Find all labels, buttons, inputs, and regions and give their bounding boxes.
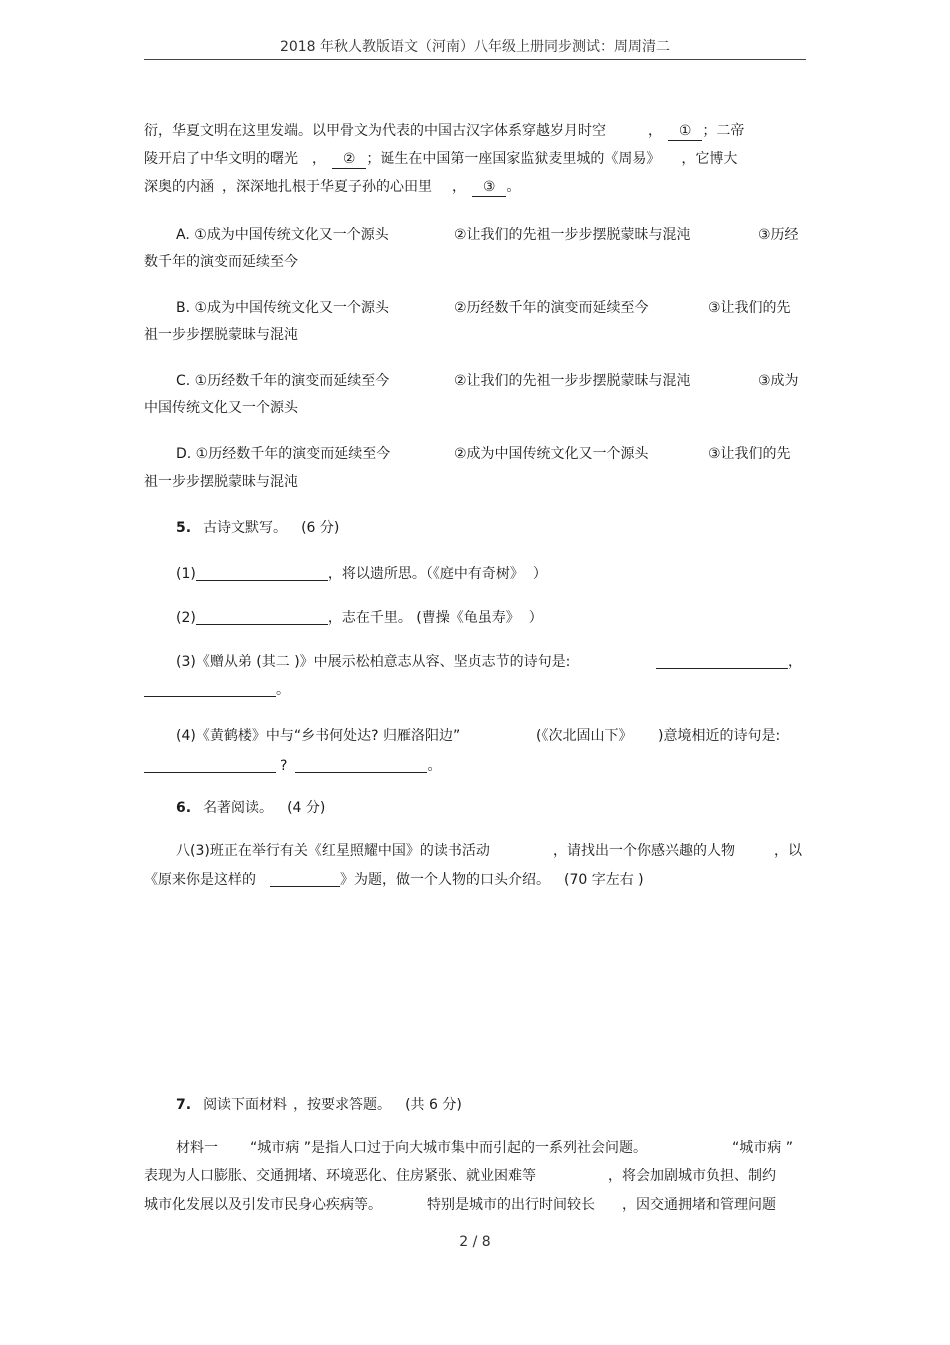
blank-marker: ②: [342, 151, 356, 167]
item-number: (1): [176, 566, 196, 582]
option-d-part-2: ②成为中国传统文化又一个源头: [454, 446, 649, 462]
answer-blank: [656, 654, 788, 669]
passage-text: ，它博大: [681, 151, 738, 167]
q5-item-3-blank-a: [656, 653, 802, 671]
item-number: (2): [176, 610, 196, 626]
question-6-heading: [176, 799, 325, 817]
page-header: 2018 年秋人教版语文（河南）八年级上册同步测试：周周清二: [279, 39, 671, 55]
q5-item-4-source: (《次北固山下》: [536, 728, 633, 744]
option-d-part-3: ③让我们的先: [708, 446, 791, 462]
passage-text: 。: [506, 179, 521, 195]
item-text: 。: [276, 682, 290, 698]
option-d-line-2: 祖一步步摆脱蒙昧与混沌: [144, 474, 298, 490]
question-5-heading: [176, 519, 339, 537]
answer-blank-2: [332, 150, 366, 169]
header-divider: [144, 59, 806, 60]
q7-material-line-2b: ，将会加剧城市负担、制约: [608, 1168, 776, 1184]
q5-item-3: (3)《赠从弟 (其二 )》中展示松柏意志从容、坚贞志节的诗句是:: [176, 654, 571, 670]
item-text: ，: [788, 654, 802, 670]
question-title: 名著阅读。: [203, 800, 274, 816]
q7-material-line-3a: 城市化发展以及引发市民身心疾病等。: [144, 1197, 382, 1213]
answer-blank-3: [472, 178, 506, 197]
item-text: ?: [280, 758, 288, 774]
passage-text: 衍，华夏文明在这里发端。以甲骨文为代表的中国古汉字体系穿越岁月时空: [144, 123, 606, 139]
passage-line-2: [144, 150, 737, 169]
answer-blank: [196, 610, 328, 625]
passage-text: 深奥的内涵: [144, 179, 214, 195]
passage-text: ，: [648, 123, 662, 139]
q5-item-4-blanks: [144, 757, 441, 775]
q6-text-line-1c: ，以: [774, 843, 802, 859]
option-b-part-1: B. ①成为中国传统文化又一个源头: [176, 300, 390, 316]
question-score: (4 分): [287, 800, 326, 816]
item-text: ）: [528, 610, 543, 626]
question-score: (6 分): [301, 520, 340, 536]
passage-line-3: [144, 178, 520, 197]
answer-blank-1: [668, 122, 702, 141]
item-text: ，将以遗所思。（《庭中有奇树》: [327, 566, 517, 582]
answer-blank: [144, 682, 276, 697]
q5-item-4-tail: )意境相近的诗句是:: [658, 728, 781, 744]
q5-item-3-blank-b: [144, 681, 290, 699]
answer-blank: [144, 758, 276, 773]
q7-material-line-3c: ，因交通拥堵和管理问题: [622, 1197, 776, 1213]
item-text: ）: [532, 566, 547, 582]
option-b-part-3: ③让我们的先: [708, 300, 791, 316]
answer-blank: [196, 566, 328, 581]
option-a-part-2: ②让我们的先祖一步步摆脱蒙昧与混沌: [454, 227, 691, 243]
q7-material-line-1-tail: “城市病 ”: [732, 1140, 793, 1156]
option-a-part-1: A. ①成为中国传统文化又一个源头: [176, 227, 389, 243]
option-b-part-2: ②历经数千年的演变而延续至今: [454, 300, 649, 316]
q6-text-line-2: [144, 871, 644, 889]
passage-text: ，深深地扎根于华夏子孙的心田里: [222, 179, 432, 195]
option-c-part-1: C. ①历经数千年的演变而延续至今: [176, 373, 390, 389]
q6-text-line-1a: 八(3)班正在举行有关《红星照耀中国》的读书活动: [176, 843, 490, 859]
q7-material-line-3b: 特别是城市的出行时间较长: [427, 1197, 595, 1213]
blank-marker: ③: [482, 179, 496, 195]
q6-text: 《原来你是这样的: [144, 872, 256, 888]
page-number: 2 / 8: [459, 1234, 491, 1250]
q7-material-line-2a: 表现为人口膨胀、交通拥堵、环境恶化、住房紧张、就业困难等: [144, 1168, 536, 1184]
question-number: 6.: [176, 800, 192, 816]
passage-text: 陵开启了中华文明的曙光: [144, 151, 298, 167]
q6-text-line-1b: ，请找出一个你感兴趣的人物: [553, 843, 735, 859]
q5-item-1: [176, 565, 547, 583]
question-7-heading: [176, 1096, 462, 1114]
passage-text: ；诞生在中国第一座国家监狱麦里城的《周易》: [366, 151, 654, 167]
question-number: 5.: [176, 520, 192, 536]
q7-material-line-1: “城市病 ”是指人口过于向大城市集中而引起的一系列社会问题。: [250, 1140, 647, 1156]
option-c-line-2: 中国传统文化又一个源头: [144, 400, 298, 416]
item-text: 。: [427, 758, 442, 774]
answer-blank: [270, 872, 340, 887]
passage-line-1: [144, 122, 744, 141]
passage-text: ，: [312, 151, 326, 167]
passage-text: ，: [452, 179, 466, 195]
q6-text: 》为题，做一个人物的口头介绍。: [340, 872, 550, 888]
question-number: 7.: [176, 1097, 192, 1113]
option-a-line-1: [176, 226, 389, 244]
option-a-line-2: 数千年的演变而延续至今: [144, 254, 298, 270]
option-c-part-2: ②让我们的先祖一步步摆脱蒙昧与混沌: [454, 373, 691, 389]
q7-material-label: 材料一: [176, 1140, 218, 1156]
option-d-part-1: D. ①历经数千年的演变而延续至今: [176, 446, 391, 462]
q5-item-2: [176, 609, 543, 627]
question-title: ，按要求答题。: [293, 1097, 392, 1113]
question-title: 古诗文默写。: [203, 520, 288, 536]
option-b-line-2: 祖一步步摆脱蒙昧与混沌: [144, 327, 298, 343]
answer-blank: [295, 758, 427, 773]
passage-text: ；二帝: [702, 123, 745, 139]
option-c-part-3: ③成为: [758, 373, 799, 389]
question-score: (共 6 分): [405, 1097, 462, 1113]
q5-item-4: (4)《黄鹤楼》中与“乡书何处达? 归雁洛阳边”: [176, 728, 461, 744]
item-text: ，志在千里。 (曹操《龟虽寿》: [327, 610, 513, 626]
q6-text: (70 字左右 ): [564, 872, 644, 888]
blank-marker: ①: [678, 123, 692, 139]
question-title: 阅读下面材料: [203, 1097, 288, 1113]
option-a-part-3: ③历经: [758, 227, 799, 243]
